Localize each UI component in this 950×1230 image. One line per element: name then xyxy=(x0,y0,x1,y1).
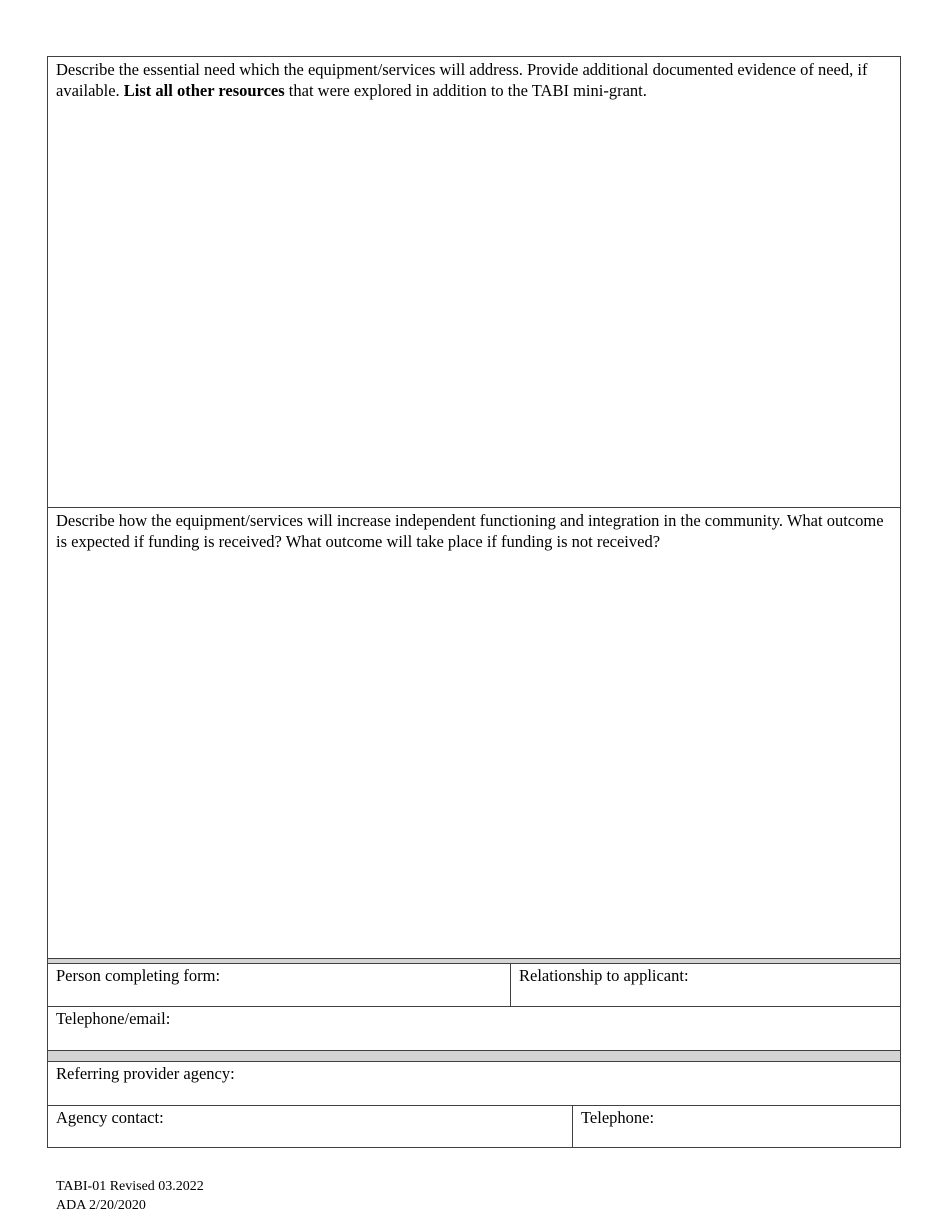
agency-contact-label: Agency contact: xyxy=(56,1108,164,1127)
telephone-email-row xyxy=(48,1007,900,1050)
essential-need-field[interactable] xyxy=(48,57,900,508)
agency-contact-field[interactable] xyxy=(48,1106,573,1148)
other-resources-emphasis: List all other resources xyxy=(123,81,285,100)
referring-agency-label: Referring provider agency: xyxy=(56,1064,235,1083)
telephone-email-field[interactable] xyxy=(48,1007,900,1050)
agency-telephone-field[interactable] xyxy=(573,1106,900,1148)
expected-outcome-field[interactable] xyxy=(48,508,900,958)
person-completing-field[interactable] xyxy=(48,964,511,1006)
agency-contact-row xyxy=(48,1106,900,1148)
telephone-email-label: Telephone/email: xyxy=(56,1009,171,1028)
section-divider xyxy=(48,1050,900,1062)
essential-need-prompt: Describe the essential need which the equipment/services will address. Provide additional documented evidence of need, if available. List all other resources that were explored in addition to the TABI mini-grant. xyxy=(56,60,868,100)
form-footer xyxy=(56,1177,204,1215)
agency-telephone-label: Telephone: xyxy=(581,1108,655,1127)
relationship-label: Relationship to applicant: xyxy=(519,966,689,985)
expected-outcome-prompt: Describe how the equipment/services will increase independent functioning and integration in the community. What outcome is expected if funding is received? What outcome will take place if funding is not received? xyxy=(56,511,884,551)
ada-date: ADA 2/20/2020 xyxy=(56,1198,146,1213)
relationship-field[interactable] xyxy=(511,964,900,1006)
referring-agency-field[interactable] xyxy=(48,1062,900,1105)
application-form-frame xyxy=(47,56,901,1148)
completer-row xyxy=(48,964,900,1007)
form-revision: TABI-01 Revised 03.2022 xyxy=(56,1179,204,1194)
person-completing-label: Person completing form: xyxy=(56,966,221,985)
referring-agency-row xyxy=(48,1062,900,1106)
